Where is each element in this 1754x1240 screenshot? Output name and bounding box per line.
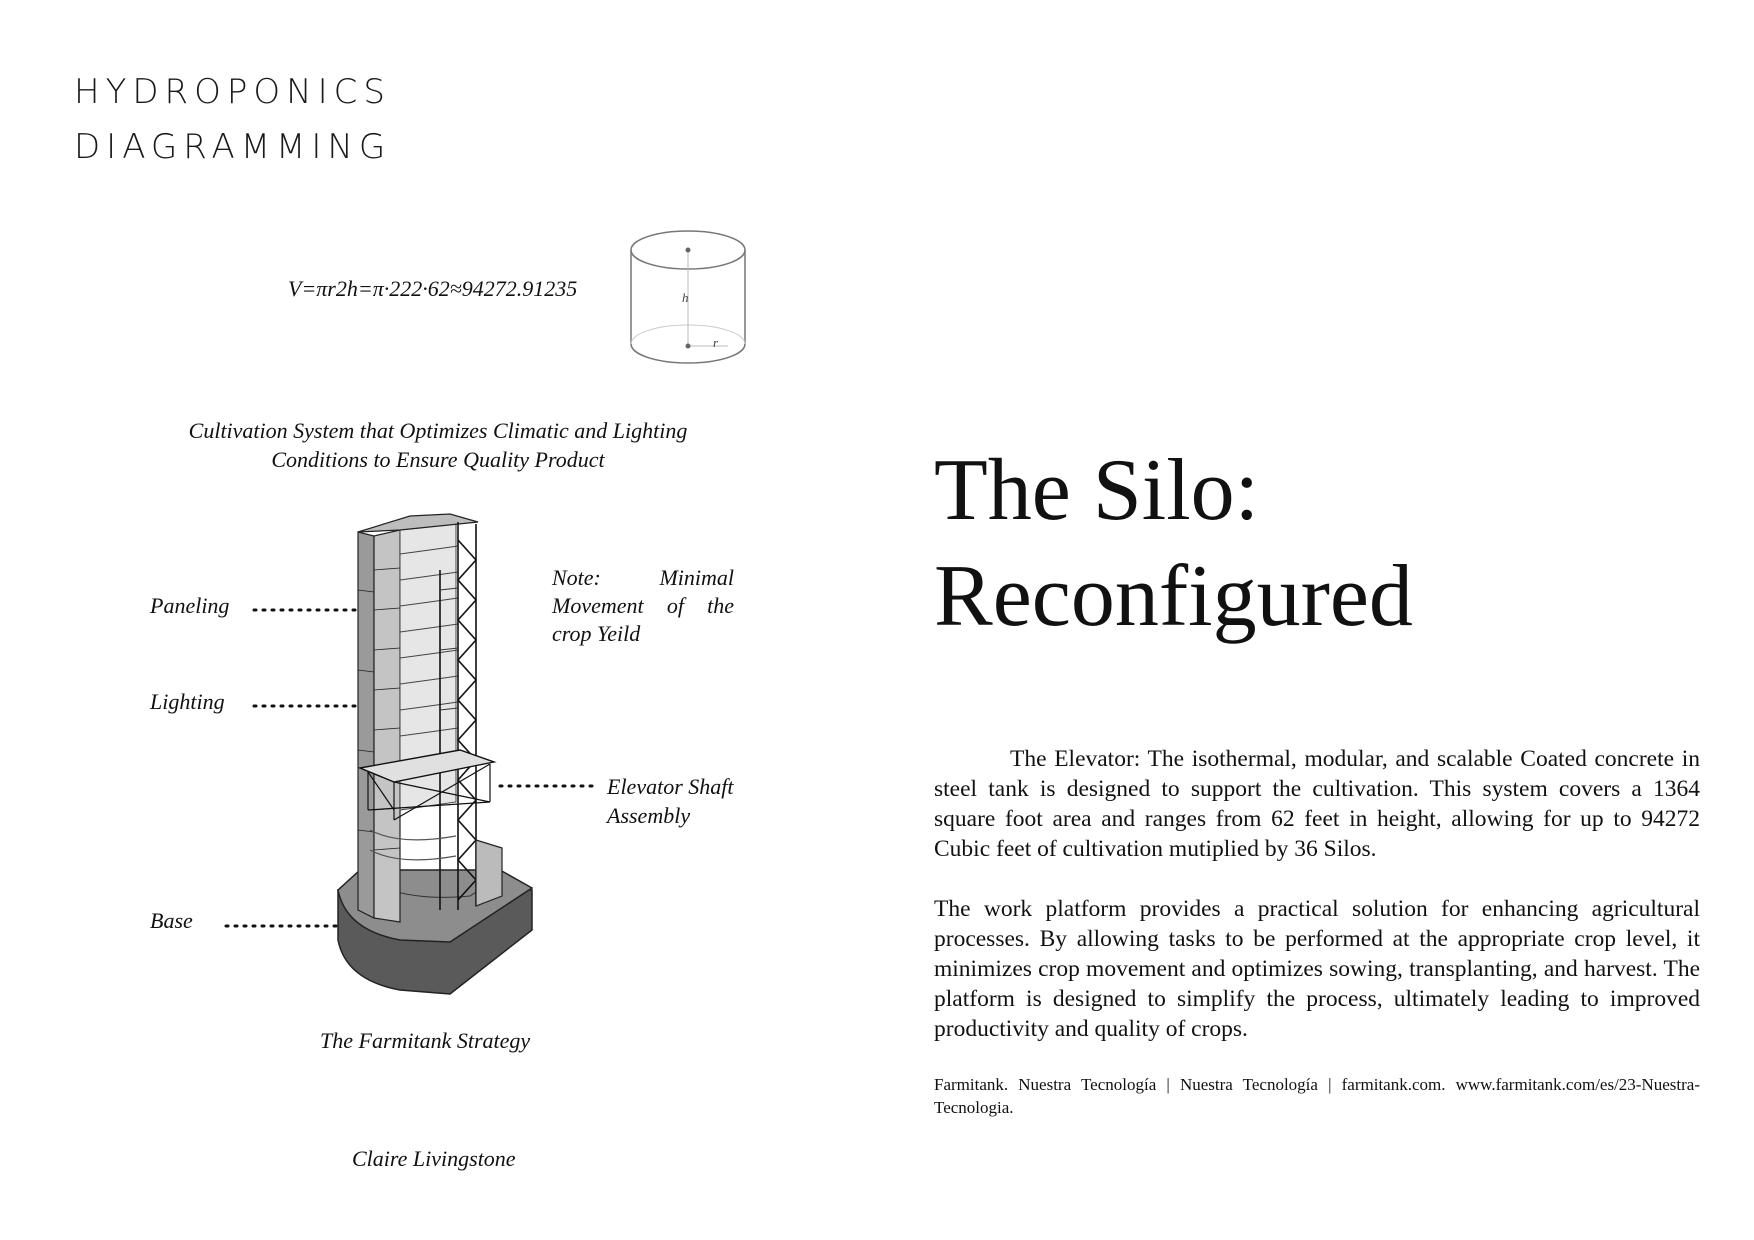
diagram-subtitle: Cultivation System that Optimizes Climatic and Lighting Conditions to Ensure Quality Product (188, 418, 688, 472)
volume-formula: V=πr2h=π·222·62≈94272.91235 (288, 276, 578, 301)
diagram-caption: The Farmitank Strategy (320, 1028, 531, 1053)
reference-citation: Farmitank. Nuestra Tecnología | Nuestra Tecnología | farmitank.com. www.farmitank.com/es/23-Nuestra-Tecnologia. (934, 1075, 1700, 1117)
handwritten-title-line1: HYDROPONICS (74, 72, 391, 112)
author-name: Claire Livingstone (352, 1146, 516, 1171)
label-base: Base (150, 908, 193, 933)
handwritten-title-line2: DIAGRAMMING (74, 127, 392, 167)
cylinder-diagram (628, 226, 754, 368)
label-elevator-shaft: Elevator Shaft Assembly (607, 774, 734, 828)
cylinder-h-label: h (682, 290, 689, 305)
page-title: The Silo: Reconfigured (934, 442, 1413, 645)
label-paneling: Paneling (150, 593, 230, 618)
body-paragraph-2: The work platform provides a practical solution for enhancing agricultural processes. By allowing tasks to be performed at the appropriate crop level, it minimizes crop movement and optimizes sowing, transplanting, and harvest. The platform is designed to simplify the process, ultimately leading to improved productivity and quality of crops. (934, 896, 1700, 1042)
silo-cutaway-illustration (250, 510, 590, 1000)
diagram-note: Note: Minimal Movement of the crop Yeild (552, 565, 734, 646)
cylinder-r-label: r (713, 335, 719, 350)
label-lighting: Lighting (150, 689, 225, 714)
body-paragraph-1: The Elevator: The isothermal, modular, and scalable Coated concrete in steel tank is designed to support the cultivation. This system covers a 1364 square foot area and ranges from 62 feet in height, allowing for up to 94272 Cubic feet of cultivation mutiplied by 36 Silos. (934, 746, 1700, 862)
